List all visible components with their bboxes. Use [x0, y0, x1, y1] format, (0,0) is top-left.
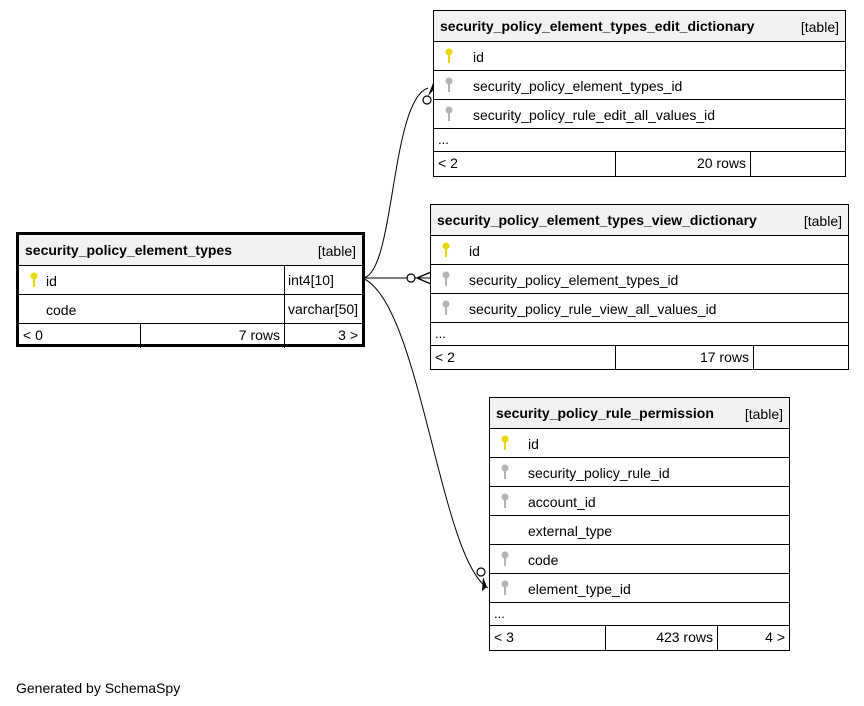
- table-footer: [431, 346, 848, 370]
- table-type-label: [table]: [317, 243, 356, 259]
- primary-key-icon: [441, 242, 451, 258]
- column-name[interactable]: element_type_id: [528, 581, 631, 597]
- parents-count[interactable]: < 2: [435, 349, 455, 365]
- column-name[interactable]: id: [469, 243, 480, 259]
- children-count[interactable]: 4 >: [765, 629, 785, 645]
- parents-count[interactable]: < 0: [23, 327, 43, 343]
- more-columns-row: [431, 323, 848, 346]
- primary-key-icon: [444, 48, 454, 64]
- row-count: 20 rows: [615, 152, 751, 176]
- table-name[interactable]: security_policy_rule_permission: [496, 405, 714, 421]
- table-name[interactable]: security_policy_element_types_view_dictionary: [437, 212, 757, 228]
- table-header: [490, 398, 789, 429]
- column-row: [490, 516, 789, 545]
- primary-key-icon: [29, 272, 39, 288]
- column-name[interactable]: external_type: [528, 523, 613, 539]
- ellipsis: ...: [438, 132, 449, 147]
- column-row: [490, 429, 789, 458]
- column-name[interactable]: id: [473, 49, 484, 65]
- column-name[interactable]: security_policy_element_types_id: [473, 78, 683, 94]
- table-footer: [19, 324, 362, 348]
- column-row: [490, 487, 789, 516]
- table-footer: [490, 626, 789, 650]
- table-rule-permission[interactable]: [489, 397, 790, 651]
- column-row: [431, 294, 848, 323]
- column-name[interactable]: security_policy_rule_view_all_values_id: [469, 301, 717, 317]
- edit-dict-relationship-line: [362, 88, 428, 278]
- foreign-key-icon: [500, 493, 510, 509]
- primary-key-icon: [500, 435, 510, 451]
- rule-permission-zero-marker: [477, 568, 485, 576]
- table-name[interactable]: security_policy_element_types_edit_dictionary: [440, 18, 755, 34]
- column-row: [434, 42, 845, 71]
- table-header: [431, 205, 848, 236]
- column-row: [431, 265, 848, 294]
- foreign-key-icon: [444, 106, 454, 122]
- table-type-label: [table]: [800, 19, 839, 35]
- column-datatype: int4[10]: [284, 266, 362, 294]
- table-name[interactable]: security_policy_element_types: [25, 242, 232, 258]
- column-datatype: varchar[50]: [284, 295, 362, 323]
- table-footer: [434, 152, 845, 176]
- column-row: [490, 574, 789, 603]
- ellipsis: ...: [435, 326, 446, 341]
- view-dict-zero-marker: [407, 274, 415, 282]
- column-row: [434, 100, 845, 129]
- column-name[interactable]: account_id: [528, 494, 596, 510]
- table-edit-dictionary[interactable]: [433, 10, 846, 177]
- rule-permission-arrowhead: [482, 577, 487, 591]
- more-columns-row: [434, 129, 845, 152]
- ellipsis: ...: [494, 606, 505, 621]
- table-view-dictionary[interactable]: [430, 204, 849, 370]
- children-count[interactable]: [754, 346, 848, 370]
- children-count[interactable]: [751, 152, 845, 176]
- row-count: 17 rows: [615, 346, 754, 370]
- column-name[interactable]: id: [46, 273, 57, 289]
- column-name[interactable]: security_policy_rule_id: [528, 465, 670, 481]
- foreign-key-icon: [444, 77, 454, 93]
- column-name[interactable]: id: [528, 436, 539, 452]
- table-element-types[interactable]: [16, 232, 365, 347]
- column-row: [431, 236, 848, 265]
- edit-dict-zero-marker: [423, 96, 431, 104]
- more-columns-row: [490, 603, 789, 626]
- column-row: [434, 71, 845, 100]
- table-header: [19, 235, 362, 266]
- column-row: [19, 295, 362, 324]
- row-count: 423 rows: [605, 626, 718, 650]
- column-name[interactable]: code: [46, 302, 77, 318]
- table-type-label: [table]: [803, 213, 842, 229]
- column-row: [490, 545, 789, 574]
- column-row: [490, 458, 789, 487]
- children-count[interactable]: 3 >: [338, 327, 358, 343]
- column-name[interactable]: security_policy_rule_edit_all_values_id: [473, 107, 716, 123]
- foreign-key-icon: [441, 271, 451, 287]
- table-header: [434, 11, 845, 42]
- generated-by-note: Generated by SchemaSpy: [16, 680, 181, 696]
- parents-count[interactable]: < 2: [438, 155, 458, 171]
- foreign-key-icon: [500, 580, 510, 596]
- foreign-key-icon: [441, 300, 451, 316]
- table-type-label: [table]: [744, 406, 783, 422]
- column-name[interactable]: code: [528, 552, 559, 568]
- parents-count[interactable]: < 3: [494, 629, 514, 645]
- foreign-key-icon: [500, 464, 510, 480]
- row-count: 7 rows: [140, 324, 285, 348]
- foreign-key-icon: [500, 551, 510, 567]
- column-row: [19, 266, 362, 295]
- column-name[interactable]: security_policy_element_types_id: [469, 272, 679, 288]
